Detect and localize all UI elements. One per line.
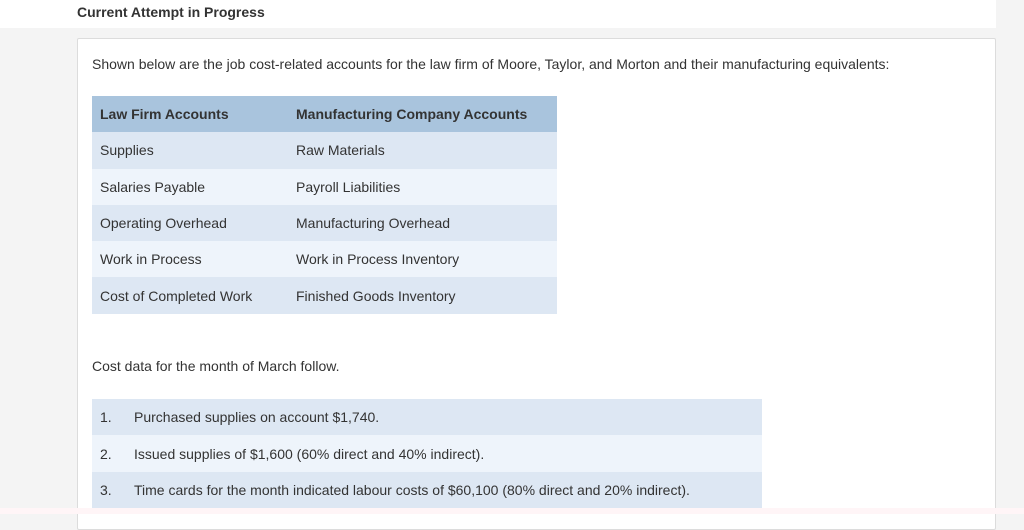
table-row xyxy=(92,277,557,313)
question-intro: Shown below are the job cost-related accounts for the law firm of Moore, Taylor, and Morton and their manufacturing equivalents: xyxy=(92,56,890,72)
item-text: Time cards for the month indicated labour costs of $60,100 (80% direct and 20% indirect). xyxy=(134,481,690,498)
manufacturing-account-cell: Payroll Liabilities xyxy=(288,169,557,205)
header-manufacturing-accounts: Manufacturing Company Accounts xyxy=(288,96,557,132)
manufacturing-account-cell: Manufacturing Overhead xyxy=(288,205,557,241)
list-item xyxy=(92,472,762,508)
manufacturing-account-cell: Finished Goods Inventory xyxy=(288,277,557,313)
bottom-edge-strip xyxy=(0,508,1024,514)
transaction-list xyxy=(92,399,762,508)
table-row xyxy=(92,132,557,168)
item-number: 3. xyxy=(100,481,112,498)
item-text: Issued supplies of $1,600 (60% direct and 40% indirect). xyxy=(134,445,485,462)
table-header-row xyxy=(92,96,557,132)
manufacturing-account-cell: Work in Process Inventory xyxy=(288,241,557,277)
cost-data-intro: Cost data for the month of March follow. xyxy=(92,358,340,374)
manufacturing-account-cell: Raw Materials xyxy=(288,132,557,168)
attempt-status-title: Current Attempt in Progress xyxy=(77,4,265,20)
table-row xyxy=(92,241,557,277)
accounts-table xyxy=(92,96,557,314)
law-firm-account-cell: Cost of Completed Work xyxy=(92,277,288,313)
item-text: Purchased supplies on account $1,740. xyxy=(134,409,380,426)
item-number: 1. xyxy=(100,409,112,426)
list-item xyxy=(92,399,762,435)
law-firm-account-cell: Salaries Payable xyxy=(92,169,288,205)
header-law-firm-accounts: Law Firm Accounts xyxy=(92,96,288,132)
question-card xyxy=(77,38,996,530)
item-number: 2. xyxy=(100,445,112,462)
table-row xyxy=(92,169,557,205)
list-item xyxy=(92,435,762,471)
law-firm-account-cell: Operating Overhead xyxy=(92,205,288,241)
law-firm-account-cell: Supplies xyxy=(92,132,288,168)
table-row xyxy=(92,205,557,241)
law-firm-account-cell: Work in Process xyxy=(92,241,288,277)
attempt-header xyxy=(0,0,996,28)
